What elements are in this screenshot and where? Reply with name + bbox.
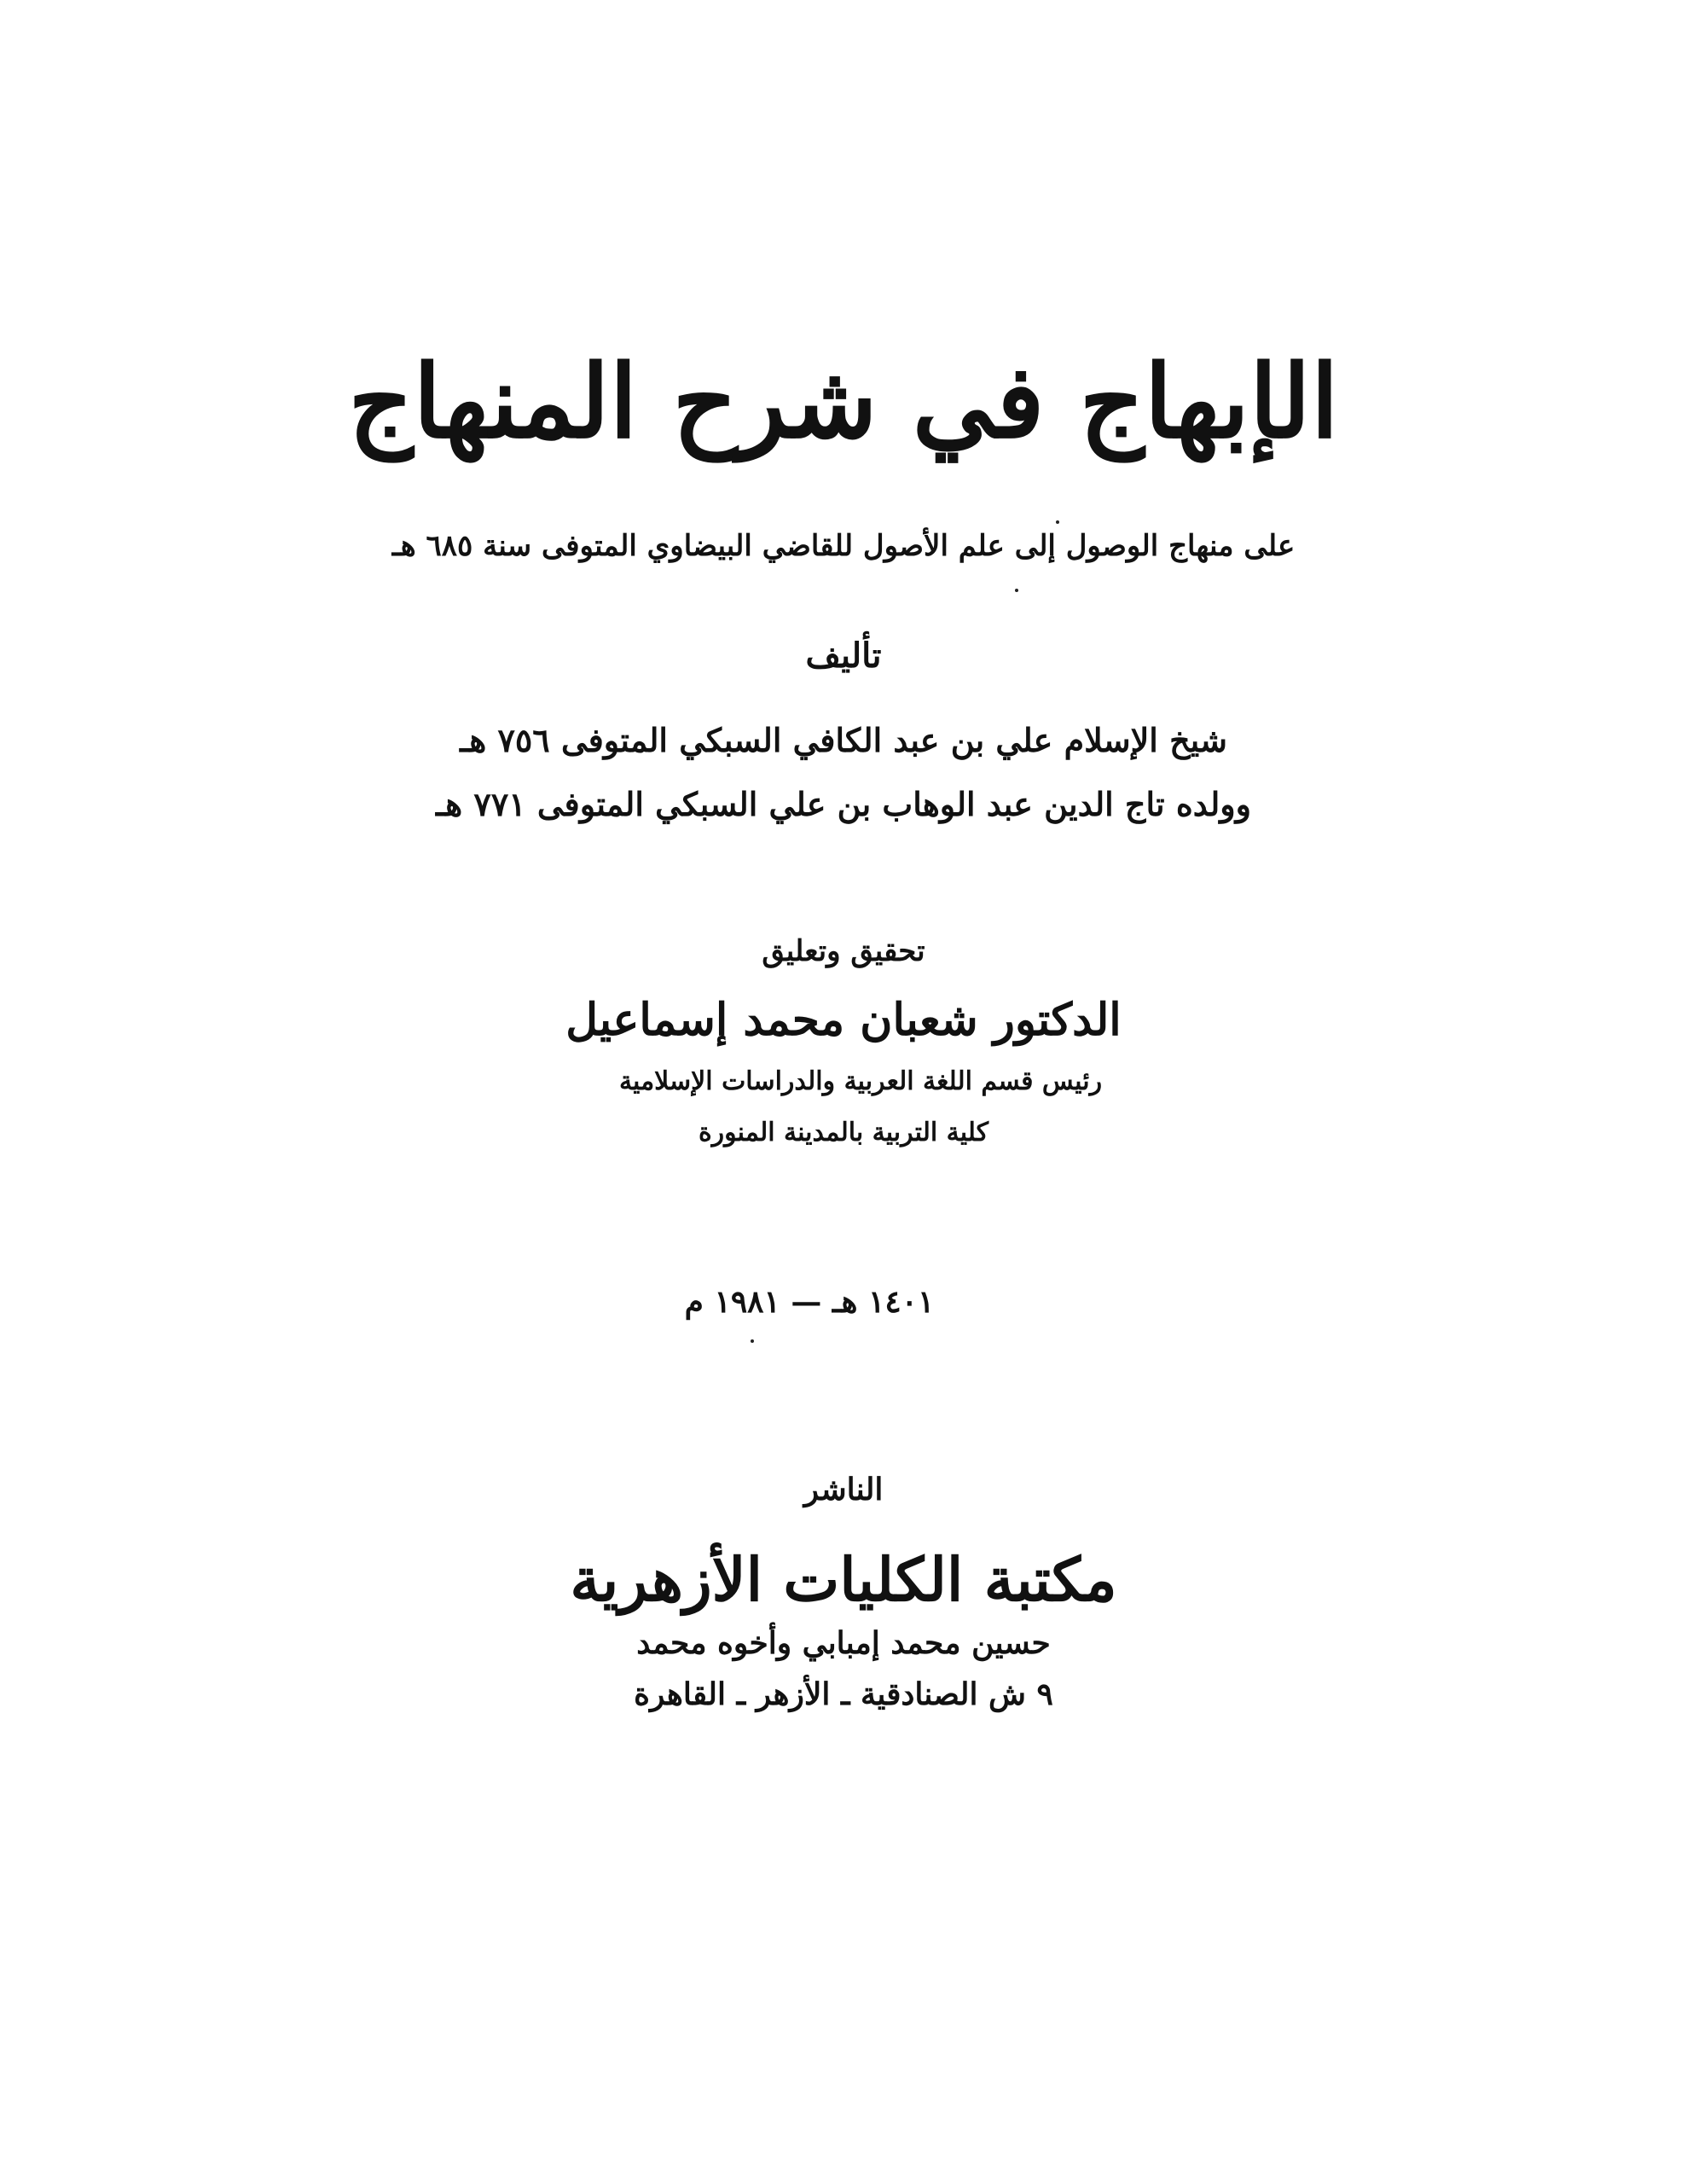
author-line-1: شيخ الإسلام علي بن عبد الكافي السبكي المتوفى ٧٥٦ هـ [460, 721, 1227, 759]
publisher-address: ٩ ش الصنادقية ـ الأزهر ـ القاهرة [634, 1676, 1053, 1712]
publisher-owners: حسين محمد إمبابي وأخوه محمد [636, 1625, 1051, 1661]
editor-college: كلية التربية بالمدينة المنورة [698, 1118, 989, 1147]
book-subtitle: على منهاج الوصول إلى علم الأصول للقاضي البيضاوي المتوفى سنة ٦٨٥ هـ [391, 529, 1296, 563]
publisher-label: الناشر [803, 1472, 884, 1507]
scan-speck [1015, 589, 1018, 592]
author-line-2: وولده تاج الدين عبد الوهاب بن علي السبكي المتوفى ٧٧١ هـ [436, 785, 1251, 823]
publisher-name: مكتبة الكليات الأزهرية [570, 1544, 1117, 1615]
book-title: الإبهاج في شرح المنهاج [348, 342, 1339, 461]
scan-speck [1056, 520, 1059, 524]
editor-name: الدكتور شعبان محمد إسماعيل [565, 994, 1122, 1046]
scan-speck [751, 1339, 754, 1343]
editor-role: رئيس قسم اللغة العربية والدراسات الإسلامية [618, 1066, 1103, 1096]
publication-date: ١٤٠١ هـ — ١٩٨١ م [684, 1284, 935, 1320]
editing-label: تحقيق وتعليق [762, 934, 925, 968]
authored-by-label: تأليف [805, 636, 882, 676]
